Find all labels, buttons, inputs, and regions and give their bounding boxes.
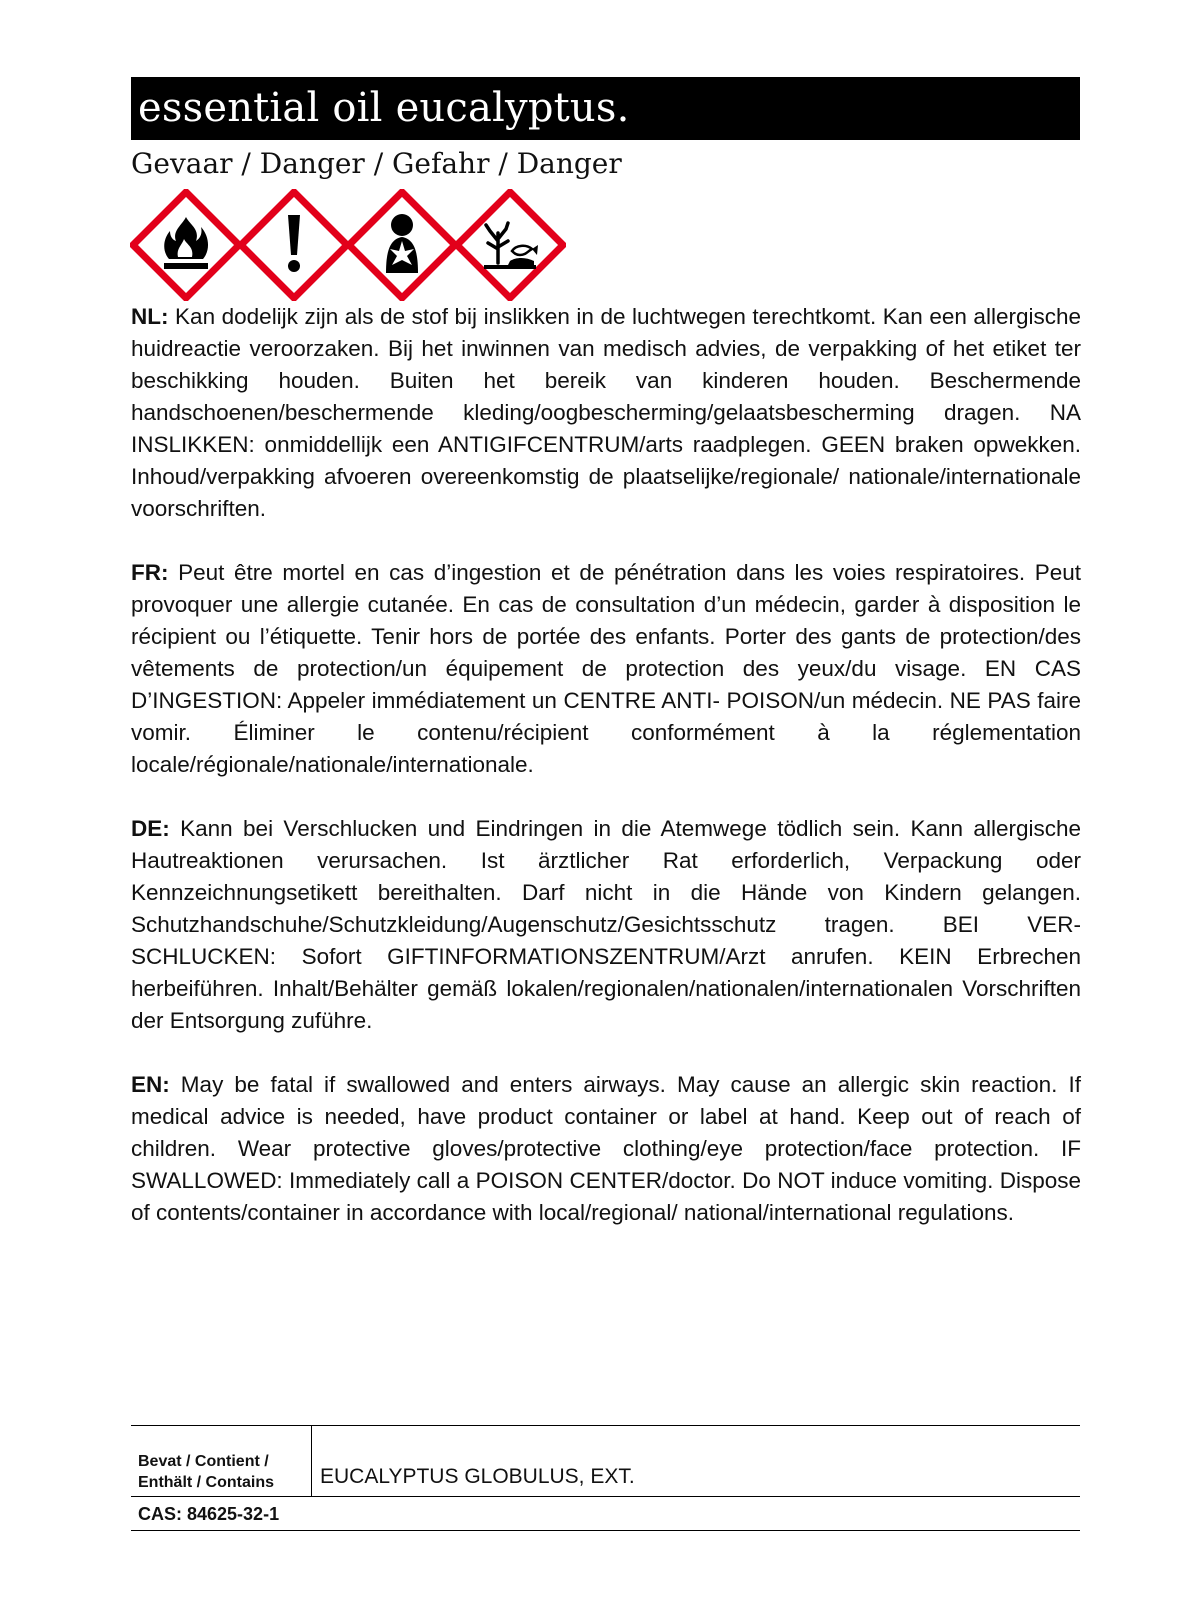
statement-text: Peut être mortel en cas d’ingestion et de pénétration dans les voies respiratoires. Peut provoquer une allergie cutanée. En cas de consultation d’un médecin, garder à disposition le récipient ou l’étiquette. Tenir hors de portée des enfants. Porter des gants de protection/des vêtements de protection/un équipement de protection des yeux/du visage. EN CAS D’INGESTION: Appeler immédiatement un CENTRE ANTI- POISON/un médecin. NE PAS faire vomir. Éliminer le contenu/récipient conformément à la réglementation locale/régionale/nationale/internationale. <box>131 560 1081 777</box>
contains-value: EUCALYPTUS GLOBULUS, EXT. <box>320 1465 635 1488</box>
language-code: FR: <box>131 560 169 585</box>
contains-row <box>131 1425 1080 1497</box>
exclamation-mark-icon <box>238 189 350 301</box>
hazard-statements <box>131 301 1081 1261</box>
statement-en <box>131 1069 1081 1229</box>
health-hazard-icon <box>346 189 458 301</box>
language-code: NL: <box>131 304 169 329</box>
language-code: EN: <box>131 1072 170 1097</box>
flame-icon <box>130 189 242 301</box>
signal-word: Gevaar / Danger / Gefahr / Danger <box>131 147 622 180</box>
language-code: DE: <box>131 816 170 841</box>
statement-nl <box>131 301 1081 525</box>
environment-hazard-icon <box>454 189 566 301</box>
contains-label-line2: Enthält / Contains <box>138 1474 274 1491</box>
hazard-pictograms <box>130 189 590 301</box>
statement-de <box>131 813 1081 1037</box>
cas-number: CAS: 84625-32-1 <box>131 1497 1080 1531</box>
statement-text: Kann bei Verschlucken und Eindringen in die Atemwege tödlich sein. Kann allergische Hautreaktionen verursachen. Ist ärztlicher Rat erforderlich, Verpackung oder Kennzeichnungsetikett bereithalten. Darf nicht in die Hände von Kindern gelangen. Schutzhandschuhe/Schutzkleidung/Augenschutz/Gesichtsschutz tragen. BEI VER- SCHLUCKEN: Sofort GIFTINFORMATIONSZENTRUM/Arzt anrufen. KEIN Erbrechen herbeiführen. Inhalt/Behälter gemäß lokalen/regionalen/nationalen/internationalen Vorschriften der Entsorgung zuführe. <box>131 816 1081 1033</box>
statement-text: May be fatal if swallowed and enters airways. May cause an allergic skin reaction. If medical advice is needed, have product container or label at hand. Keep out of reach of children. Wear protective gloves/protective clothing/eye protection/face protection. IF SWALLOWED: Immediately call a POISON CENTER/doctor. Do NOT induce vomiting. Dispose of contents/container in accordance with local/regional/ national/international regulations. <box>131 1072 1081 1225</box>
statement-text: Kan dodelijk zijn als de stof bij inslikken in de luchtwegen terechtkomt. Kan een allergische huidreactie veroorzaken. Bij het inwinnen van medisch advies, de verpakking of het etiket ter beschikking houden. Buiten het bereik van kinderen houden. Beschermende handschoenen/beschermende kleding/oogbescherming/gelaatsbescherming dragen. NA INSLIKKEN: onmiddellijk een ANTIGIFCENTRUM/arts raadplegen. GEEN braken opwekken. Inhoud/verpakking afvoeren overeenkomstig de plaatselijke/regionale/ nationale/internationale voorschriften. <box>131 304 1081 521</box>
contains-table <box>131 1425 1080 1531</box>
product-title: essential oil eucalyptus. <box>131 77 1080 140</box>
contains-label <box>131 1426 312 1496</box>
statement-fr <box>131 557 1081 781</box>
contains-label-line1: Bevat / Contient / <box>138 1453 269 1470</box>
